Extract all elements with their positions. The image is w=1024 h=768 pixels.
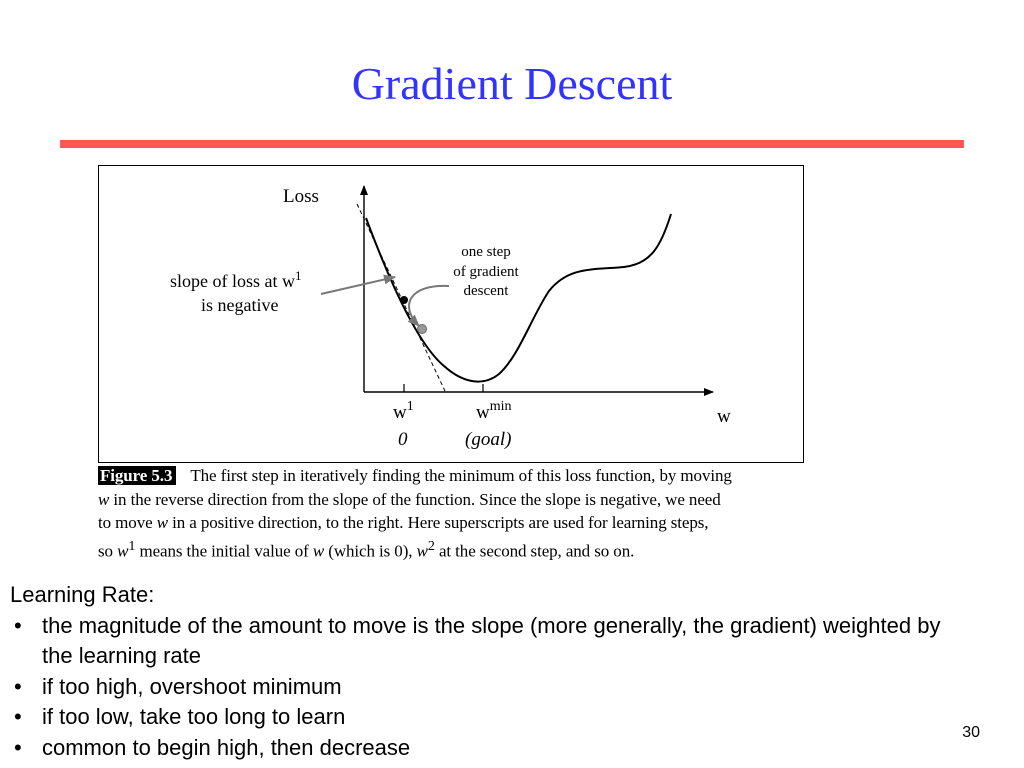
- caption-text-3b: in a positive direction, to the right. Here superscripts are used for learning steps,: [167, 513, 709, 532]
- caption-sup-1: 1: [128, 537, 136, 554]
- slope-arrow: [321, 277, 395, 294]
- point-w1: [400, 296, 408, 304]
- caption-text-3a: to move: [98, 513, 157, 532]
- bullet-text: common to begin high, then decrease: [42, 734, 411, 760]
- learning-rate-heading: Learning Rate:: [10, 582, 155, 607]
- caption-var-w: w: [156, 513, 168, 532]
- slide-title: Gradient Descent: [351, 58, 673, 109]
- caption-line-1: [98, 464, 810, 488]
- caption-text-4c: (which is 0),: [324, 541, 417, 561]
- bullet-dot: •: [14, 734, 22, 760]
- caption-line-2: [98, 488, 810, 512]
- bullet-item: [10, 733, 970, 764]
- tick-value-w1: 0: [398, 429, 408, 450]
- bullet-dot: •: [14, 612, 22, 638]
- bullet-dot: •: [14, 704, 22, 729]
- caption-var-w: w: [312, 541, 325, 561]
- bullet-item: [10, 702, 970, 733]
- page-number: 30: [962, 724, 980, 741]
- slope-annotation-line1: slope of loss at $w^1$: [170, 268, 302, 291]
- step-arrow: [409, 286, 449, 326]
- bullet-item: [10, 611, 970, 672]
- caption-text-4a: so: [98, 541, 118, 561]
- caption-var-w: w: [117, 541, 129, 561]
- step-annotation-line1: one step: [461, 244, 511, 260]
- caption-var-w: w: [416, 541, 428, 561]
- caption-var-w: w: [98, 489, 110, 509]
- figure-frame: [98, 165, 804, 463]
- bullet-dot: •: [14, 673, 22, 699]
- bullet-text: the magnitude of the amount to move is the slope (more generally, the gradient) weighted by the learning rate: [42, 612, 941, 668]
- caption-line-4: [98, 535, 810, 563]
- slope-annotation-line2: is negative: [201, 295, 279, 315]
- tick-label-wmin: $w^{min}$: [476, 399, 512, 423]
- step-annotation-line3: descent: [463, 283, 509, 299]
- learning-rate-section: [10, 580, 970, 763]
- bullet-text: if too high, overshoot minimum: [42, 673, 342, 699]
- caption-text-4d: at the second step, and so on.: [434, 541, 635, 561]
- caption-line-3: [98, 511, 810, 535]
- tick-value-wmin: (goal): [465, 429, 512, 450]
- title-underline: [60, 140, 964, 148]
- loss-diagram: [99, 166, 805, 464]
- caption-sup-2: 2: [427, 537, 435, 554]
- bullet-item: [10, 672, 970, 703]
- caption-text-2: in the reverse direction from the slope of the function. Since the slope is negative, we need: [109, 489, 721, 509]
- caption-text-1: The first step in iteratively finding the minimum of this loss function, by moving: [190, 466, 732, 485]
- x-axis-label: w: [717, 406, 731, 427]
- step-annotation-line2: of gradient: [453, 264, 519, 280]
- y-axis-label: Loss: [283, 186, 319, 207]
- figure-label: Figure 5.3: [98, 466, 176, 485]
- caption-text-4b: means the initial value of: [135, 541, 313, 561]
- tick-label-w1: $w^1$: [393, 399, 414, 423]
- figure-caption: [98, 464, 810, 563]
- bullet-text: if too low, take too long to learn: [42, 704, 346, 729]
